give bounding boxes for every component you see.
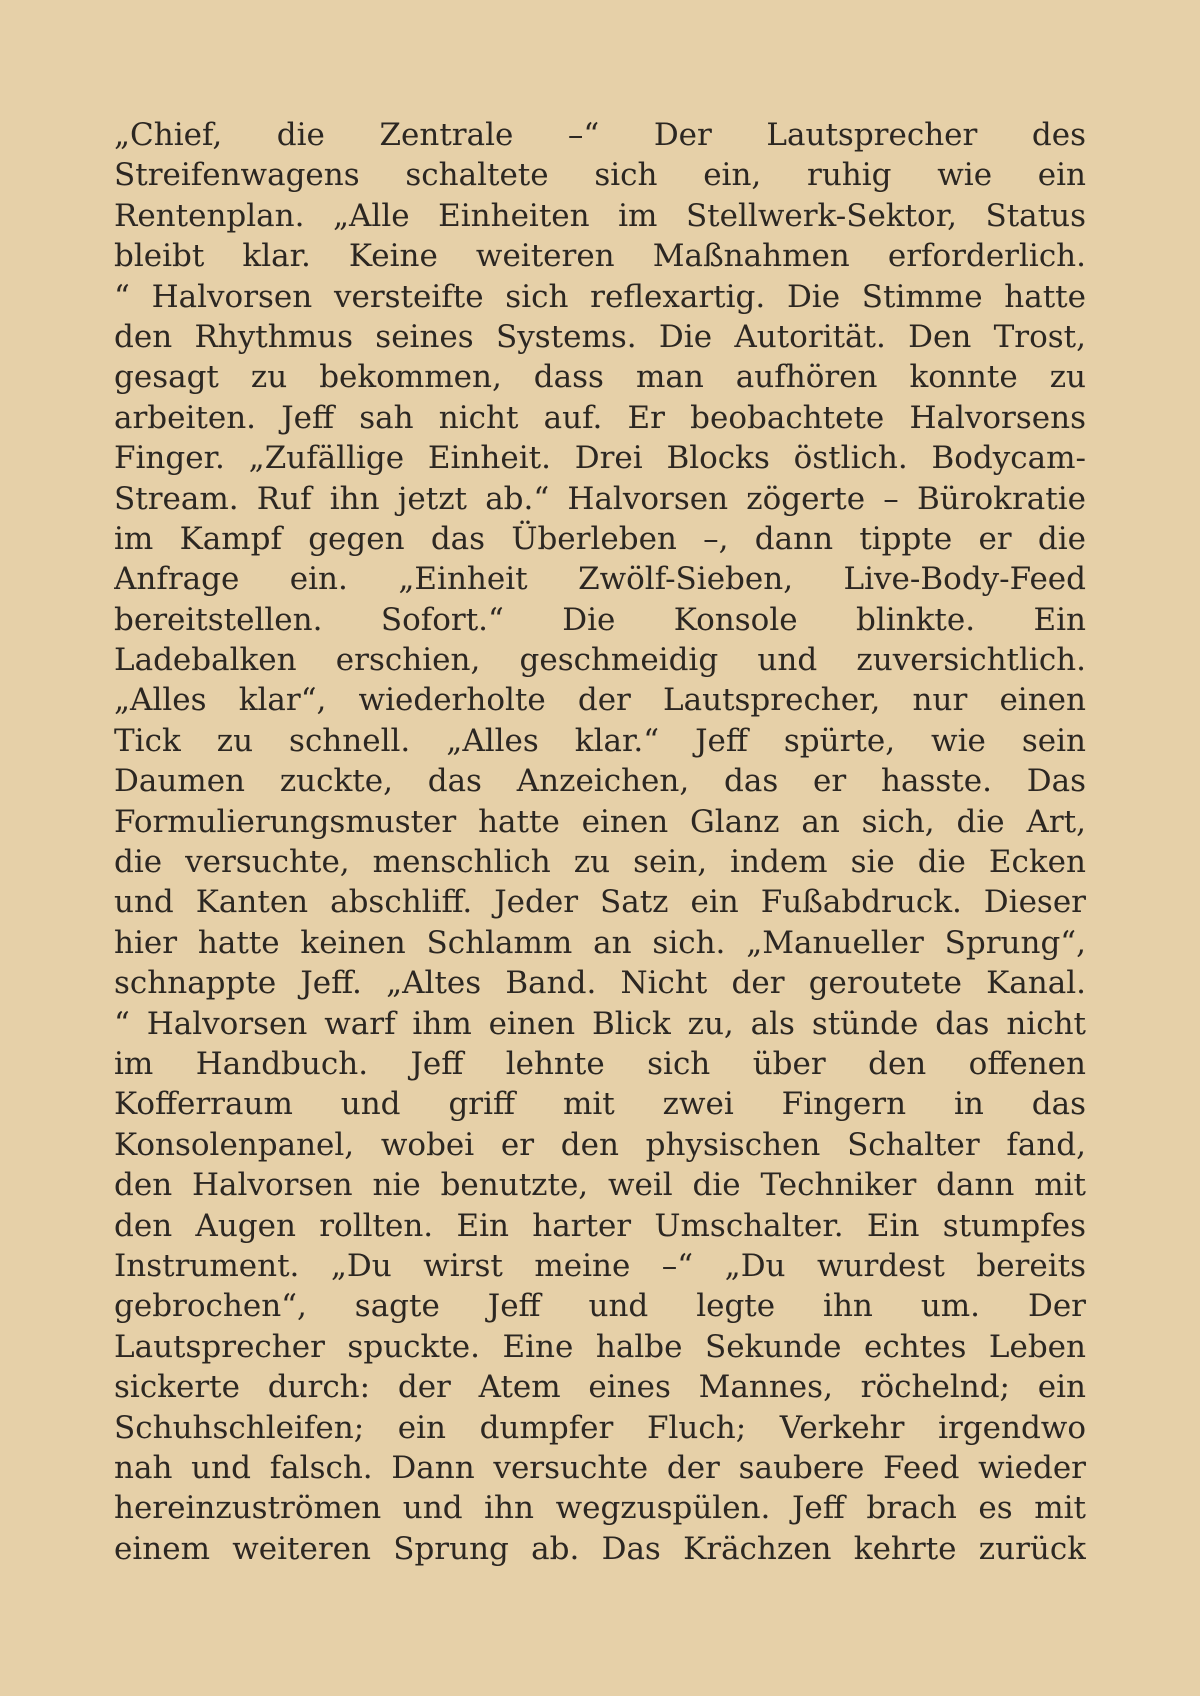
body-text bbox=[114, 115, 1086, 1569]
text-line: “ Halvorsen versteifte sich reflexartig. Die Stimme hatte bbox=[114, 278, 1086, 315]
text-line: „Chief, die Zentrale –“ Der Lautsprecher des bbox=[114, 117, 1086, 153]
text-line: Schuhschleifen; ein dumpfer Fluch; Verkehr irgendwo bbox=[114, 1409, 1086, 1446]
text-line: Daumen zuckte, das Anzeichen, das er hasste. Das bbox=[114, 763, 1086, 800]
text-line: gesagt zu bekommen, dass man aufhören konnte zu bbox=[114, 359, 1086, 396]
text-line: Konsolenpanel, wobei er den physischen Schalter fand, bbox=[114, 1126, 1086, 1163]
text-line: einem weiteren Sprung ab. Das Krächzen kehrte zurück bbox=[114, 1530, 1086, 1567]
text-line: Stream. Ruf ihn jetzt ab.“ Halvorsen zögerte – Bürokratie bbox=[114, 480, 1086, 517]
text-line: hier hatte keinen Schlamm an sich. „Manueller Sprung“, bbox=[114, 924, 1086, 961]
text-line: den Rhythmus seines Systems. Die Autorität. Den Trost, bbox=[114, 318, 1086, 355]
text-line: gebrochen“, sagte Jeff und legte ihn um. Der bbox=[114, 1288, 1086, 1325]
text-line: im Handbuch. Jeff lehnte sich über den offenen bbox=[114, 1045, 1086, 1082]
text-line: „Alles klar“, wiederholte der Lautsprecher, nur einen bbox=[114, 682, 1086, 719]
text-line: hereinzuströmen und ihn wegzuspülen. Jeff brach es mit bbox=[114, 1490, 1086, 1527]
text-line: schnappte Jeff. „Altes Band. Nicht der geroutete Kanal. bbox=[114, 965, 1086, 1002]
text-line: Ladebalken erschien, geschmeidig und zuversichtlich. bbox=[114, 642, 1086, 679]
text-line: Streifenwagens schaltete sich ein, ruhig wie ein bbox=[114, 157, 1086, 194]
text-line: bleibt klar. Keine weiteren Maßnahmen erforderlich. bbox=[114, 238, 1086, 275]
text-line: und Kanten abschliff. Jeder Satz ein Fußabdruck. Dieser bbox=[114, 884, 1086, 921]
text-line: im Kampf gegen das Überleben –, dann tippte er die bbox=[114, 520, 1086, 557]
text-line: “ Halvorsen warf ihm einen Blick zu, als stünde das nicht bbox=[114, 1005, 1086, 1042]
text-line: die versuchte, menschlich zu sein, indem sie die Ecken bbox=[114, 844, 1086, 881]
text-line: sickerte durch: der Atem eines Mannes, röchelnd; ein bbox=[114, 1369, 1086, 1406]
text-line: Kofferraum und griff mit zwei Fingern in das bbox=[114, 1086, 1086, 1123]
text-line: Anfrage ein. „Einheit Zwölf-Sieben, Live-Body-Feed bbox=[114, 561, 1086, 598]
text-line: den Halvorsen nie benutzte, weil die Techniker dann mit bbox=[114, 1167, 1086, 1204]
text-line: Tick zu schnell. „Alles klar.“ Jeff spürte, wie sein bbox=[114, 722, 1086, 759]
text-line: arbeiten. Jeff sah nicht auf. Er beobachtete Halvorsens bbox=[114, 399, 1086, 436]
text-line: Formulierungsmuster hatte einen Glanz an sich, die Art, bbox=[114, 803, 1086, 840]
text-line: Rentenplan. „Alle Einheiten im Stellwerk-Sektor, Status bbox=[114, 197, 1086, 234]
text-line: Finger. „Zufällige Einheit. Drei Blocks östlich. Bodycam- bbox=[114, 440, 1086, 477]
text-line: Instrument. „Du wirst meine –“ „Du wurdest bereits bbox=[114, 1247, 1086, 1284]
text-line: nah und falsch. Dann versuchte der saubere Feed wieder bbox=[114, 1449, 1086, 1486]
text-line: den Augen rollten. Ein harter Umschalter. Ein stumpfes bbox=[114, 1207, 1086, 1244]
text-line: Lautsprecher spuckte. Eine halbe Sekunde echtes Leben bbox=[114, 1328, 1086, 1365]
text-line: bereitstellen. Sofort.“ Die Konsole blinkte. Ein bbox=[114, 601, 1086, 638]
